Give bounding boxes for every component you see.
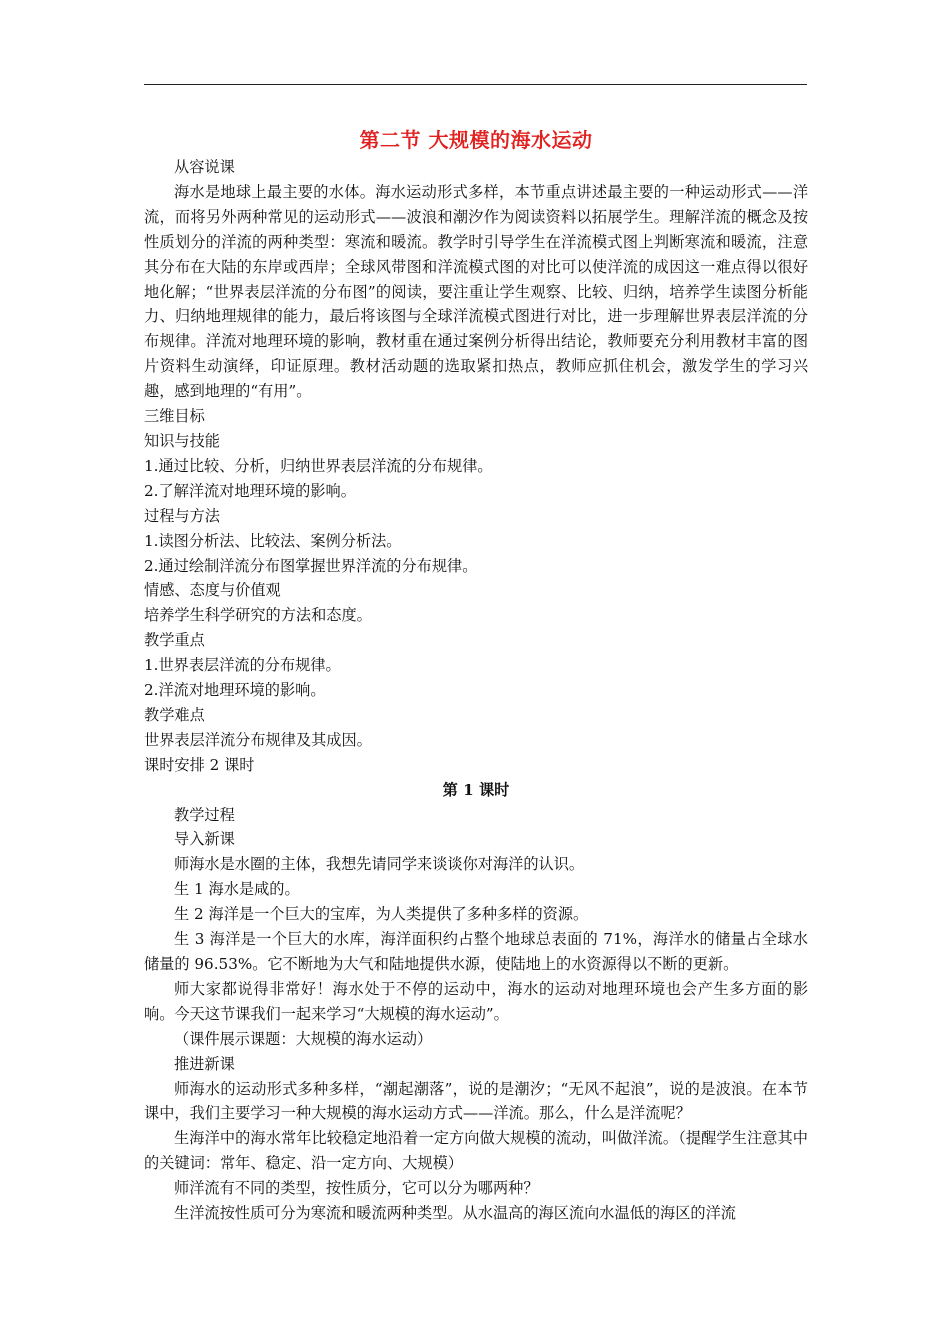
- key-point-item: 2.洋流对地理环境的影响。: [144, 681, 326, 700]
- intro-paragraph: 海水是地球上最主要的水体。海水运动形式多样，本节重点讲述最主要的一种运动形式——洋流，而将另外两种常见的运动形式——波浪和潮汐作为阅读资料以拓展学生。理解洋流的概念及按性质划分的洋流的两种类型：寒流和暖流。教学时引导学生在洋流模式图上判断寒流和暖流，注意其分布在大陆的东岸或西岸；全球风带图和洋流模式图的对比可以使洋流的成因这一难点得以很好地化解；“世界表层洋流的分布图”的阅读，要注重让学生观察、比较、归纳，培养学生读图分析能力、归纳地理规律的能力，最后将该图与全球洋流模式图进行对比，进一步理解世界表层洋流的分布规律。洋流对地理环境的影响，教材重在通过案例分析得出结论，教师要充分利用教材丰富的图片资料生动演绎，印证原理。教材活动题的选取紧扣热点，教师应抓住机会，激发学生的学习兴趣，感到地理的“有用”。: [144, 182, 808, 401]
- key-point-item: 1.世界表层洋流的分布规律。: [144, 656, 341, 675]
- process-item: 2.通过绘制洋流分布图掌握世界洋流的分布规律。: [144, 556, 478, 575]
- dialogue-paragraph: 生洋流按性质可分为寒流和暖流两种类型。从水温高的海区流向水温低的海区的洋流: [174, 1204, 736, 1223]
- emotion-item: 培养学生科学研究的方法和态度。: [144, 606, 372, 625]
- schedule: 课时安排 2 课时: [144, 755, 255, 774]
- goals-heading: 三维目标: [144, 407, 205, 426]
- knowledge-item: 2.了解洋流对地理环境的影响。: [144, 481, 356, 500]
- dialogue-paragraph: 师洋流有不同的类型，按性质分，它可以分为哪两种？: [174, 1179, 539, 1198]
- section-title: 第二节 大规模的海水运动: [359, 128, 593, 152]
- emotion-heading: 情感、态度与价值观: [144, 581, 281, 600]
- difficulties-heading: 教学难点: [144, 705, 205, 724]
- process-item: 1.读图分析法、比较法、案例分析法。: [144, 531, 402, 550]
- process-heading: 过程与方法: [144, 506, 220, 525]
- intro-heading: 从容说课: [174, 158, 235, 176]
- knowledge-item: 1.通过比较、分析，归纳世界表层洋流的分布规律。: [144, 456, 493, 475]
- dialogue-paragraph: 生 1 海水是咸的。: [174, 880, 300, 899]
- dialogue-paragraph: 师海水是水圈的主体，我想先请同学来谈谈你对海洋的认识。: [174, 855, 585, 874]
- process-label: 教学过程: [174, 805, 235, 824]
- dialogue-paragraph: 生 2 海洋是一个巨大的宝库，为人类提供了多种多样的资源。: [174, 905, 589, 924]
- dialogue-paragraph: 师海水的运动形式多种多样，“潮起潮落”，说的是潮汐；“无风不起浪”，说的是波浪。在本节课中，我们主要学习一种大规模的海水运动方式——洋流。那么，什么是洋流呢？: [144, 1079, 808, 1123]
- dialogue-paragraph: 生海洋中的海水常年比较稳定地沿着一定方向做大规模的流动，叫做洋流。（提醒学生注意其中的关键词：常年、稳定、沿一定方向、大规模）: [144, 1129, 808, 1173]
- dialogue-paragraph: 师大家都说得非常好！海水处于不停的运动中，海水的运动对地理环境也会产生多方面的影响。今天这节课我们一起来学习“大规模的海水运动”。: [144, 979, 808, 1023]
- advance-heading: 推进新课: [174, 1054, 235, 1073]
- knowledge-heading: 知识与技能: [144, 431, 220, 450]
- dialogue-paragraph: 生 3 海洋是一个巨大的水库，海洋面积约占整个地球总表面的 71%，海洋水的储量占全球水储量的 96.53%。它不断地为大气和陆地提供水源，使陆地上的水资源得以不断的更新。: [144, 930, 808, 973]
- intro-lesson-heading: 导入新课: [174, 830, 235, 849]
- lesson-heading: 第 1 课时: [442, 780, 510, 799]
- key-points-heading: 教学重点: [144, 631, 205, 650]
- header-rule: [144, 84, 807, 85]
- difficulty-item: 世界表层洋流分布规律及其成因。: [144, 730, 372, 749]
- courseware-note: （课件展示课题：大规模的海水运动）: [174, 1029, 433, 1048]
- document-page: [144, 125, 808, 1226]
